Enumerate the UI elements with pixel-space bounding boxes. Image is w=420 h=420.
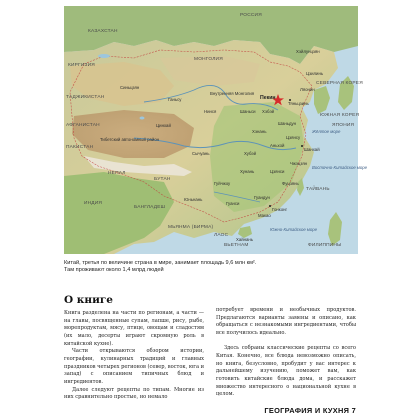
map-label-philippines: ФИЛИППИНЫ bbox=[308, 243, 342, 248]
page-footer bbox=[264, 406, 356, 415]
map-label-shanxi: Шаньси bbox=[240, 109, 256, 114]
map-label-jilin: Цзилинь bbox=[306, 71, 324, 76]
map-label-guangxi: Гуанси bbox=[226, 201, 240, 206]
shanghai-dot bbox=[301, 145, 303, 147]
map-label-japan: ЯПОНИЯ bbox=[332, 123, 355, 128]
qinghai-lake bbox=[140, 117, 145, 120]
map-label-jiangsu: Цзянсу bbox=[286, 135, 301, 140]
footer-page-number: 7 bbox=[351, 406, 356, 415]
map-label-south-korea: ЮЖНАЯ КОРЕЯ bbox=[320, 113, 360, 118]
map-label-laos: ЛАОС bbox=[214, 233, 229, 238]
map-label-yellow-sea: Жёлтое море bbox=[312, 129, 341, 134]
map-label-taiwan: ТАЙВАНЬ bbox=[306, 187, 330, 192]
map-label-hong-kong: Гонконг bbox=[272, 207, 288, 212]
map-label-india: ИНДИЯ bbox=[84, 201, 103, 206]
map-label-hubei: Хубэй bbox=[244, 151, 256, 156]
left-paragraph-1: Книга разделена на части по регионам, а части — на главы, посвященные супам, лапше, рису, рыбе, морепродуктам, мясу, птице, овощам и сладостям (их мало, десерты играют скромную роль в китайской кухне). bbox=[64, 310, 204, 347]
footer-section-title: ГЕОГРАФИЯ И КУХНЯ bbox=[264, 406, 350, 415]
map-label-hainan: Хайнань bbox=[236, 237, 254, 242]
right-paragraph-1: потребует времени и необычных продуктов. Предлагаются варианты замены и описано, как обращаться с незнакомыми ингредиентами, чтобы все получилось идеально. bbox=[216, 307, 356, 336]
map-label-zhejiang: Чжэцзян bbox=[290, 161, 308, 166]
map-label-vietnam: ВЬЕТНАМ bbox=[224, 243, 249, 248]
map-label-south-china-sea: Южно-Китайское море bbox=[270, 227, 318, 232]
left-paragraph-3: Далее следуют рецепты по типам. Многие из них сравнительно простые, но немало bbox=[64, 386, 204, 401]
map-label-xinjiang: Синьцзян bbox=[120, 85, 140, 90]
map-label-hebei: Хэбэй bbox=[262, 109, 275, 114]
map-label-mongolia: МОНГОЛИЯ bbox=[194, 57, 223, 62]
map-label-fujian: Фуцзянь bbox=[282, 181, 299, 186]
map-label-russia: РОССИЯ bbox=[240, 13, 262, 18]
section-heading: О книге bbox=[64, 294, 113, 306]
left-text-column bbox=[64, 310, 204, 402]
map-caption: Китай, третья по величине страна в мире, занимает площадь 9,6 млн км². Там проживают около 1,4 млрд людей bbox=[64, 260, 257, 274]
map-label-heilongjiang: Хэйлунцзян bbox=[296, 49, 320, 54]
map-label-afghanistan: АФГАНИСТАН bbox=[66, 123, 100, 128]
right-text-column bbox=[216, 307, 356, 399]
map-label-tajikistan: ТАДЖИКИСТАН bbox=[66, 95, 105, 100]
map-label-guizhou: Гуйчжоу bbox=[214, 181, 231, 186]
map-label-north-korea: СЕВЕРНАЯ КОРЕЯ bbox=[316, 81, 363, 86]
map-label-pakistan: ПАКИСТАН bbox=[66, 145, 94, 150]
map-label-bhutan: БУТАН bbox=[154, 177, 171, 182]
map-label-kazakhstan: КАЗАХСТАН bbox=[88, 29, 118, 34]
map-label-jiangxi: Цзянси bbox=[270, 169, 285, 174]
map-label-gansu: Ганьсу bbox=[168, 97, 182, 102]
map-label-tibet: Тибетский автономный район bbox=[100, 137, 160, 142]
map-label-tianjin: Тяньцзинь bbox=[288, 101, 309, 106]
map-label-myanmar: МЬЯНМА (БИРМА) bbox=[168, 225, 214, 230]
map-label-shanghai: Шанхай bbox=[304, 147, 320, 152]
map-label-sichuan: Сычуань bbox=[192, 151, 210, 156]
balkhash-lake bbox=[98, 54, 110, 58]
map-label-inner-mongolia: Внутренняя Монголия bbox=[210, 91, 255, 96]
map-label-nepal: НЕПАЛ bbox=[108, 171, 126, 176]
map-label-anhui: Аньхой bbox=[270, 143, 285, 148]
map-label-east-china-sea: Восточно-Китайское море bbox=[312, 165, 368, 170]
map-label-liaoning: Ляонин bbox=[300, 87, 315, 92]
china-map bbox=[64, 6, 368, 254]
map-label-henan: Хэнань bbox=[252, 129, 267, 134]
map-label-kyrgyzstan: КИРГИЗИЯ bbox=[68, 63, 95, 68]
map-label-qinghai: Цинхай bbox=[156, 123, 171, 128]
map-label-yunnan: Юньнань bbox=[184, 197, 203, 202]
map-label-shandong: Шаньдун bbox=[278, 121, 296, 126]
map-label-macau: Макао bbox=[258, 213, 271, 218]
hongkong-dot bbox=[269, 205, 271, 207]
map-label-hunan: Хунань bbox=[240, 169, 255, 174]
map-label-bangladesh: БАНГЛАДЕШ bbox=[134, 205, 166, 210]
right-paragraph-2: Здесь собраны классические рецепты со всего Китая. Конечно, все блюда невозможно описать, но книга, безусловно, пробудит у вас интерес к дальнейшему изучению, поможет вам, как готовить китайские блюда дома, и расскажет множество интересного о национальной кухне в целом. bbox=[216, 345, 356, 398]
map-label-beijing: Пекин bbox=[260, 95, 276, 101]
map-label-ningxia: Нинся bbox=[204, 109, 217, 114]
left-paragraph-2: Части открываются обзором истории, географии, кулинарных традиций и главных праздников четырех регионов (север, восток, юга и запад) с описанием типичных блюд и ингредиентов. bbox=[64, 348, 204, 385]
map-label-guangdong: Гуандун bbox=[254, 195, 270, 200]
